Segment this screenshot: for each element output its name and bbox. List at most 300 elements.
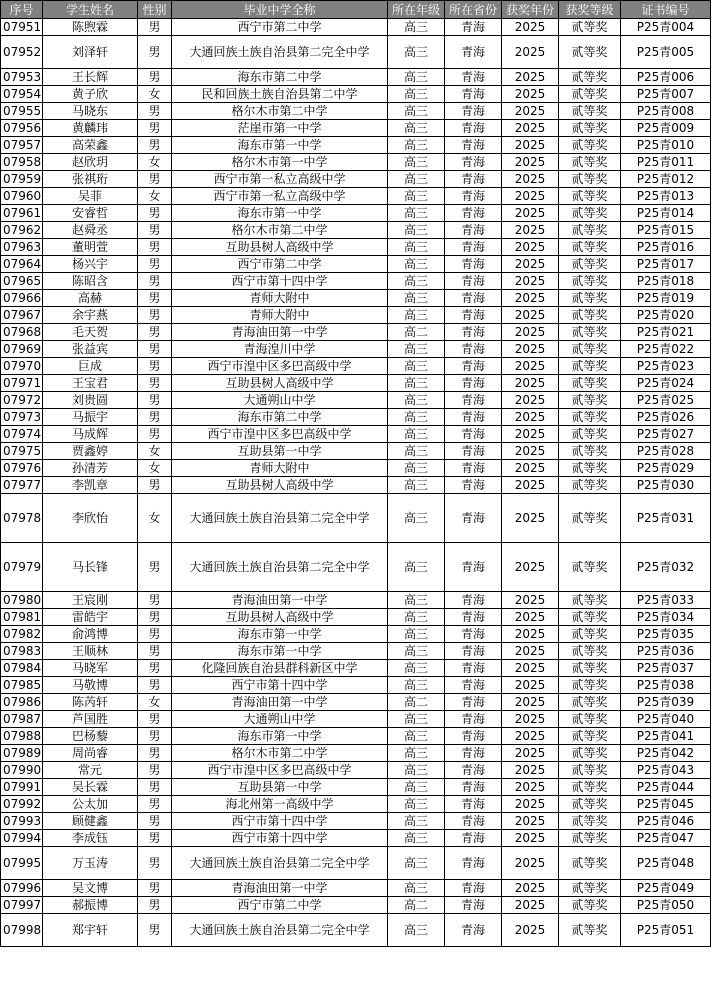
school-cell: 青海油田第一中学 xyxy=(172,880,388,897)
grade-cell: 高三 xyxy=(388,443,445,460)
province-cell: 青海 xyxy=(445,307,502,324)
grade-cell: 高三 xyxy=(388,592,445,609)
grade-cell: 高三 xyxy=(388,290,445,307)
grade-cell: 高三 xyxy=(388,543,445,592)
gender-cell: 男 xyxy=(138,103,172,120)
gender-cell: 男 xyxy=(138,745,172,762)
school-cell: 海北州第一高级中学 xyxy=(172,796,388,813)
award-level-cell: 贰等奖 xyxy=(559,643,621,660)
student-name-cell: 雷皓宇 xyxy=(43,609,138,626)
school-cell: 大通回族土族自治县第二完全中学 xyxy=(172,847,388,880)
table-row xyxy=(1,880,711,897)
award-level-cell: 贰等奖 xyxy=(559,830,621,847)
school-cell: 海东市第一中学 xyxy=(172,205,388,222)
serial-cell: 07956 xyxy=(1,120,43,137)
gender-cell: 男 xyxy=(138,779,172,796)
student-name-cell: 刘泽轩 xyxy=(43,36,138,69)
col-header-student-name: 学生姓名 xyxy=(43,1,138,19)
award-level-cell: 贰等奖 xyxy=(559,543,621,592)
province-cell: 青海 xyxy=(445,409,502,426)
year-cell: 2025 xyxy=(502,460,559,477)
year-cell: 2025 xyxy=(502,222,559,239)
gender-cell: 女 xyxy=(138,494,172,543)
school-cell: 海东市第一中学 xyxy=(172,137,388,154)
table-row xyxy=(1,256,711,273)
certificate-no-cell: P25青021 xyxy=(621,324,711,341)
award-level-cell: 贰等奖 xyxy=(559,592,621,609)
award-level-cell: 贰等奖 xyxy=(559,358,621,375)
certificate-no-cell: P25青035 xyxy=(621,626,711,643)
award-level-cell: 贰等奖 xyxy=(559,154,621,171)
province-cell: 青海 xyxy=(445,273,502,290)
student-name-cell: 吴菲 xyxy=(43,188,138,205)
serial-cell: 07955 xyxy=(1,103,43,120)
year-cell: 2025 xyxy=(502,341,559,358)
gender-cell: 男 xyxy=(138,239,172,256)
col-header-grade: 所在年级 xyxy=(388,1,445,19)
school-cell: 西宁市第一私立高级中学 xyxy=(172,171,388,188)
grade-cell: 高三 xyxy=(388,609,445,626)
year-cell: 2025 xyxy=(502,375,559,392)
province-cell: 青海 xyxy=(445,256,502,273)
serial-cell: 07963 xyxy=(1,239,43,256)
serial-cell: 07957 xyxy=(1,137,43,154)
serial-cell: 07983 xyxy=(1,643,43,660)
province-cell: 青海 xyxy=(445,120,502,137)
year-cell: 2025 xyxy=(502,543,559,592)
student-name-cell: 黄子欣 xyxy=(43,86,138,103)
school-cell: 大通回族土族自治县第二完全中学 xyxy=(172,914,388,947)
serial-cell: 07987 xyxy=(1,711,43,728)
grade-cell: 高三 xyxy=(388,171,445,188)
year-cell: 2025 xyxy=(502,914,559,947)
year-cell: 2025 xyxy=(502,205,559,222)
gender-cell: 男 xyxy=(138,762,172,779)
table-row xyxy=(1,762,711,779)
award-level-cell: 贰等奖 xyxy=(559,120,621,137)
gender-cell: 男 xyxy=(138,341,172,358)
school-cell: 青师大附中 xyxy=(172,290,388,307)
certificate-no-cell: P25青006 xyxy=(621,69,711,86)
award-level-cell: 贰等奖 xyxy=(559,290,621,307)
grade-cell: 高三 xyxy=(388,477,445,494)
province-cell: 青海 xyxy=(445,460,502,477)
award-level-cell: 贰等奖 xyxy=(559,409,621,426)
serial-cell: 07978 xyxy=(1,494,43,543)
grade-cell: 高三 xyxy=(388,643,445,660)
student-name-cell: 公太加 xyxy=(43,796,138,813)
student-name-cell: 高赫 xyxy=(43,290,138,307)
certificate-no-cell: P25青031 xyxy=(621,494,711,543)
year-cell: 2025 xyxy=(502,762,559,779)
gender-cell: 男 xyxy=(138,205,172,222)
gender-cell: 男 xyxy=(138,626,172,643)
certificate-no-cell: P25青032 xyxy=(621,543,711,592)
col-header-year: 获奖年份 xyxy=(502,1,559,19)
table-row xyxy=(1,813,711,830)
student-name-cell: 毛天贺 xyxy=(43,324,138,341)
school-cell: 西宁市湟中区多巴高级中学 xyxy=(172,426,388,443)
certificate-no-cell: P25青030 xyxy=(621,477,711,494)
gender-cell: 男 xyxy=(138,137,172,154)
certificate-no-cell: P25青011 xyxy=(621,154,711,171)
serial-cell: 07974 xyxy=(1,426,43,443)
award-level-cell: 贰等奖 xyxy=(559,897,621,914)
award-level-cell: 贰等奖 xyxy=(559,460,621,477)
school-cell: 西宁市第二中学 xyxy=(172,256,388,273)
student-name-cell: 马晓东 xyxy=(43,103,138,120)
table-row xyxy=(1,660,711,677)
student-name-cell: 吴文博 xyxy=(43,880,138,897)
student-name-cell: 高荣鑫 xyxy=(43,137,138,154)
year-cell: 2025 xyxy=(502,239,559,256)
table-row xyxy=(1,222,711,239)
student-name-cell: 张益宾 xyxy=(43,341,138,358)
award-level-cell: 贰等奖 xyxy=(559,694,621,711)
table-row xyxy=(1,914,711,947)
gender-cell: 男 xyxy=(138,880,172,897)
year-cell: 2025 xyxy=(502,324,559,341)
school-cell: 青海油田第一中学 xyxy=(172,694,388,711)
province-cell: 青海 xyxy=(445,494,502,543)
table-row xyxy=(1,341,711,358)
student-name-cell: 吴长霖 xyxy=(43,779,138,796)
serial-cell: 07990 xyxy=(1,762,43,779)
certificate-no-cell: P25青024 xyxy=(621,375,711,392)
student-name-cell: 贾鑫婷 xyxy=(43,443,138,460)
table-row xyxy=(1,358,711,375)
year-cell: 2025 xyxy=(502,19,559,36)
table-row xyxy=(1,324,711,341)
gender-cell: 男 xyxy=(138,392,172,409)
school-cell: 西宁市湟中区多巴高级中学 xyxy=(172,358,388,375)
certificate-no-cell: P25青019 xyxy=(621,290,711,307)
serial-cell: 07962 xyxy=(1,222,43,239)
gender-cell: 女 xyxy=(138,460,172,477)
student-name-cell: 郝振博 xyxy=(43,897,138,914)
serial-cell: 07995 xyxy=(1,847,43,880)
award-level-cell: 贰等奖 xyxy=(559,609,621,626)
gender-cell: 男 xyxy=(138,897,172,914)
student-name-cell: 马晓军 xyxy=(43,660,138,677)
table-row xyxy=(1,592,711,609)
gender-cell: 男 xyxy=(138,290,172,307)
school-cell: 互助县树人高级中学 xyxy=(172,375,388,392)
student-name-cell: 王宝君 xyxy=(43,375,138,392)
school-cell: 西宁市第十四中学 xyxy=(172,273,388,290)
certificate-no-cell: P25青036 xyxy=(621,643,711,660)
grade-cell: 高三 xyxy=(388,205,445,222)
award-level-cell: 贰等奖 xyxy=(559,137,621,154)
year-cell: 2025 xyxy=(502,409,559,426)
student-name-cell: 王长辉 xyxy=(43,69,138,86)
certificate-no-cell: P25青050 xyxy=(621,897,711,914)
province-cell: 青海 xyxy=(445,290,502,307)
school-cell: 大通回族土族自治县第二完全中学 xyxy=(172,494,388,543)
certificate-no-cell: P25青007 xyxy=(621,86,711,103)
year-cell: 2025 xyxy=(502,392,559,409)
certificate-no-cell: P25青047 xyxy=(621,830,711,847)
school-cell: 互助县第一中学 xyxy=(172,779,388,796)
table-row xyxy=(1,460,711,477)
serial-cell: 07977 xyxy=(1,477,43,494)
award-level-cell: 贰等奖 xyxy=(559,341,621,358)
student-name-cell: 郑宇轩 xyxy=(43,914,138,947)
gender-cell: 男 xyxy=(138,477,172,494)
year-cell: 2025 xyxy=(502,677,559,694)
award-level-cell: 贰等奖 xyxy=(559,779,621,796)
table-row xyxy=(1,847,711,880)
table-row xyxy=(1,609,711,626)
province-cell: 青海 xyxy=(445,660,502,677)
award-level-cell: 贰等奖 xyxy=(559,847,621,880)
grade-cell: 高三 xyxy=(388,426,445,443)
province-cell: 青海 xyxy=(445,796,502,813)
certificate-no-cell: P25青022 xyxy=(621,341,711,358)
award-level-cell: 贰等奖 xyxy=(559,660,621,677)
grade-cell: 高三 xyxy=(388,120,445,137)
province-cell: 青海 xyxy=(445,86,502,103)
gender-cell: 男 xyxy=(138,847,172,880)
table-row xyxy=(1,120,711,137)
grade-cell: 高三 xyxy=(388,86,445,103)
student-name-cell: 常元 xyxy=(43,762,138,779)
year-cell: 2025 xyxy=(502,120,559,137)
table-row xyxy=(1,745,711,762)
province-cell: 青海 xyxy=(445,137,502,154)
serial-cell: 07980 xyxy=(1,592,43,609)
table-row xyxy=(1,171,711,188)
award-level-cell: 贰等奖 xyxy=(559,171,621,188)
certificate-no-cell: P25青034 xyxy=(621,609,711,626)
province-cell: 青海 xyxy=(445,592,502,609)
award-level-cell: 贰等奖 xyxy=(559,392,621,409)
serial-cell: 07985 xyxy=(1,677,43,694)
certificate-no-cell: P25青023 xyxy=(621,358,711,375)
gender-cell: 男 xyxy=(138,592,172,609)
table-row xyxy=(1,137,711,154)
gender-cell: 男 xyxy=(138,324,172,341)
grade-cell: 高三 xyxy=(388,677,445,694)
award-level-cell: 贰等奖 xyxy=(559,880,621,897)
grade-cell: 高三 xyxy=(388,830,445,847)
gender-cell: 男 xyxy=(138,307,172,324)
grade-cell: 高三 xyxy=(388,626,445,643)
year-cell: 2025 xyxy=(502,103,559,120)
gender-cell: 男 xyxy=(138,543,172,592)
student-name-cell: 孙清芳 xyxy=(43,460,138,477)
table-row xyxy=(1,543,711,592)
year-cell: 2025 xyxy=(502,830,559,847)
certificate-no-cell: P25青039 xyxy=(621,694,711,711)
award-level-cell: 贰等奖 xyxy=(559,626,621,643)
certificate-no-cell: P25青015 xyxy=(621,222,711,239)
school-cell: 大通朔山中学 xyxy=(172,711,388,728)
student-name-cell: 马敬博 xyxy=(43,677,138,694)
table-row xyxy=(1,103,711,120)
award-level-cell: 贰等奖 xyxy=(559,728,621,745)
school-cell: 化隆回族自治县群科新区中学 xyxy=(172,660,388,677)
table-row xyxy=(1,626,711,643)
certificate-no-cell: P25青026 xyxy=(621,409,711,426)
province-cell: 青海 xyxy=(445,154,502,171)
gender-cell: 女 xyxy=(138,86,172,103)
year-cell: 2025 xyxy=(502,86,559,103)
year-cell: 2025 xyxy=(502,494,559,543)
province-cell: 青海 xyxy=(445,880,502,897)
year-cell: 2025 xyxy=(502,477,559,494)
student-name-cell: 张祺珩 xyxy=(43,171,138,188)
school-cell: 青师大附中 xyxy=(172,307,388,324)
province-cell: 青海 xyxy=(445,711,502,728)
student-name-cell: 杨兴宇 xyxy=(43,256,138,273)
student-name-cell: 马成辉 xyxy=(43,426,138,443)
province-cell: 青海 xyxy=(445,239,502,256)
serial-cell: 07976 xyxy=(1,460,43,477)
gender-cell: 男 xyxy=(138,660,172,677)
award-level-cell: 贰等奖 xyxy=(559,745,621,762)
school-cell: 青师大附中 xyxy=(172,460,388,477)
award-level-cell: 贰等奖 xyxy=(559,36,621,69)
province-cell: 青海 xyxy=(445,205,502,222)
year-cell: 2025 xyxy=(502,847,559,880)
certificate-no-cell: P25青028 xyxy=(621,443,711,460)
province-cell: 青海 xyxy=(445,188,502,205)
gender-cell: 男 xyxy=(138,796,172,813)
gender-cell: 男 xyxy=(138,426,172,443)
province-cell: 青海 xyxy=(445,830,502,847)
table-row xyxy=(1,290,711,307)
year-cell: 2025 xyxy=(502,609,559,626)
gender-cell: 男 xyxy=(138,69,172,86)
award-level-cell: 贰等奖 xyxy=(559,914,621,947)
grade-cell: 高三 xyxy=(388,880,445,897)
award-level-cell: 贰等奖 xyxy=(559,273,621,290)
serial-cell: 07998 xyxy=(1,914,43,947)
school-cell: 青海油田第一中学 xyxy=(172,324,388,341)
serial-cell: 07997 xyxy=(1,897,43,914)
province-cell: 青海 xyxy=(445,477,502,494)
year-cell: 2025 xyxy=(502,796,559,813)
certificate-no-cell: P25青010 xyxy=(621,137,711,154)
award-level-cell: 贰等奖 xyxy=(559,222,621,239)
certificate-no-cell: P25青033 xyxy=(621,592,711,609)
serial-cell: 07965 xyxy=(1,273,43,290)
serial-cell: 07968 xyxy=(1,324,43,341)
header-row xyxy=(1,1,711,19)
gender-cell: 男 xyxy=(138,409,172,426)
serial-cell: 07984 xyxy=(1,660,43,677)
province-cell: 青海 xyxy=(445,779,502,796)
certificate-no-cell: P25青041 xyxy=(621,728,711,745)
serial-cell: 07994 xyxy=(1,830,43,847)
grade-cell: 高二 xyxy=(388,324,445,341)
province-cell: 青海 xyxy=(445,897,502,914)
serial-cell: 07975 xyxy=(1,443,43,460)
award-level-cell: 贰等奖 xyxy=(559,69,621,86)
grade-cell: 高三 xyxy=(388,256,445,273)
year-cell: 2025 xyxy=(502,154,559,171)
grade-cell: 高三 xyxy=(388,239,445,256)
serial-cell: 07989 xyxy=(1,745,43,762)
award-level-cell: 贰等奖 xyxy=(559,426,621,443)
table-row xyxy=(1,779,711,796)
award-level-cell: 贰等奖 xyxy=(559,813,621,830)
school-cell: 格尔木市第二中学 xyxy=(172,222,388,239)
school-cell: 互助县树人高级中学 xyxy=(172,239,388,256)
table-row xyxy=(1,19,711,36)
province-cell: 青海 xyxy=(445,762,502,779)
gender-cell: 男 xyxy=(138,830,172,847)
school-cell: 格尔木市第二中学 xyxy=(172,745,388,762)
gender-cell: 男 xyxy=(138,711,172,728)
serial-cell: 07964 xyxy=(1,256,43,273)
year-cell: 2025 xyxy=(502,36,559,69)
grade-cell: 高三 xyxy=(388,273,445,290)
student-name-cell: 顾健鑫 xyxy=(43,813,138,830)
province-cell: 青海 xyxy=(445,813,502,830)
student-name-cell: 董明萱 xyxy=(43,239,138,256)
col-header-province: 所在省份 xyxy=(445,1,502,19)
award-level-cell: 贰等奖 xyxy=(559,677,621,694)
province-cell: 青海 xyxy=(445,426,502,443)
school-cell: 互助县第一中学 xyxy=(172,443,388,460)
grade-cell: 高三 xyxy=(388,847,445,880)
year-cell: 2025 xyxy=(502,592,559,609)
grade-cell: 高三 xyxy=(388,188,445,205)
province-cell: 青海 xyxy=(445,375,502,392)
grade-cell: 高三 xyxy=(388,19,445,36)
year-cell: 2025 xyxy=(502,880,559,897)
gender-cell: 女 xyxy=(138,443,172,460)
serial-cell: 07992 xyxy=(1,796,43,813)
year-cell: 2025 xyxy=(502,626,559,643)
school-cell: 茫崖市第一中学 xyxy=(172,120,388,137)
table-row xyxy=(1,154,711,171)
province-cell: 青海 xyxy=(445,745,502,762)
certificate-no-cell: P25青017 xyxy=(621,256,711,273)
year-cell: 2025 xyxy=(502,358,559,375)
gender-cell: 男 xyxy=(138,358,172,375)
award-level-cell: 贰等奖 xyxy=(559,443,621,460)
year-cell: 2025 xyxy=(502,711,559,728)
award-level-cell: 贰等奖 xyxy=(559,324,621,341)
table-row xyxy=(1,796,711,813)
school-cell: 海东市第二中学 xyxy=(172,69,388,86)
award-level-cell: 贰等奖 xyxy=(559,711,621,728)
school-cell: 西宁市第二中学 xyxy=(172,19,388,36)
table-row xyxy=(1,239,711,256)
serial-cell: 07969 xyxy=(1,341,43,358)
year-cell: 2025 xyxy=(502,779,559,796)
gender-cell: 男 xyxy=(138,643,172,660)
grade-cell: 高三 xyxy=(388,460,445,477)
school-cell: 西宁市湟中区多巴高级中学 xyxy=(172,762,388,779)
gender-cell: 男 xyxy=(138,273,172,290)
grade-cell: 高三 xyxy=(388,796,445,813)
school-cell: 民和回族土族自治县第二中学 xyxy=(172,86,388,103)
student-name-cell: 余宇燕 xyxy=(43,307,138,324)
certificate-no-cell: P25青049 xyxy=(621,880,711,897)
table-row xyxy=(1,728,711,745)
year-cell: 2025 xyxy=(502,443,559,460)
student-name-cell: 黄麟玮 xyxy=(43,120,138,137)
school-cell: 大通回族土族自治县第二完全中学 xyxy=(172,543,388,592)
school-cell: 西宁市第十四中学 xyxy=(172,830,388,847)
award-level-cell: 贰等奖 xyxy=(559,762,621,779)
year-cell: 2025 xyxy=(502,694,559,711)
gender-cell: 男 xyxy=(138,256,172,273)
